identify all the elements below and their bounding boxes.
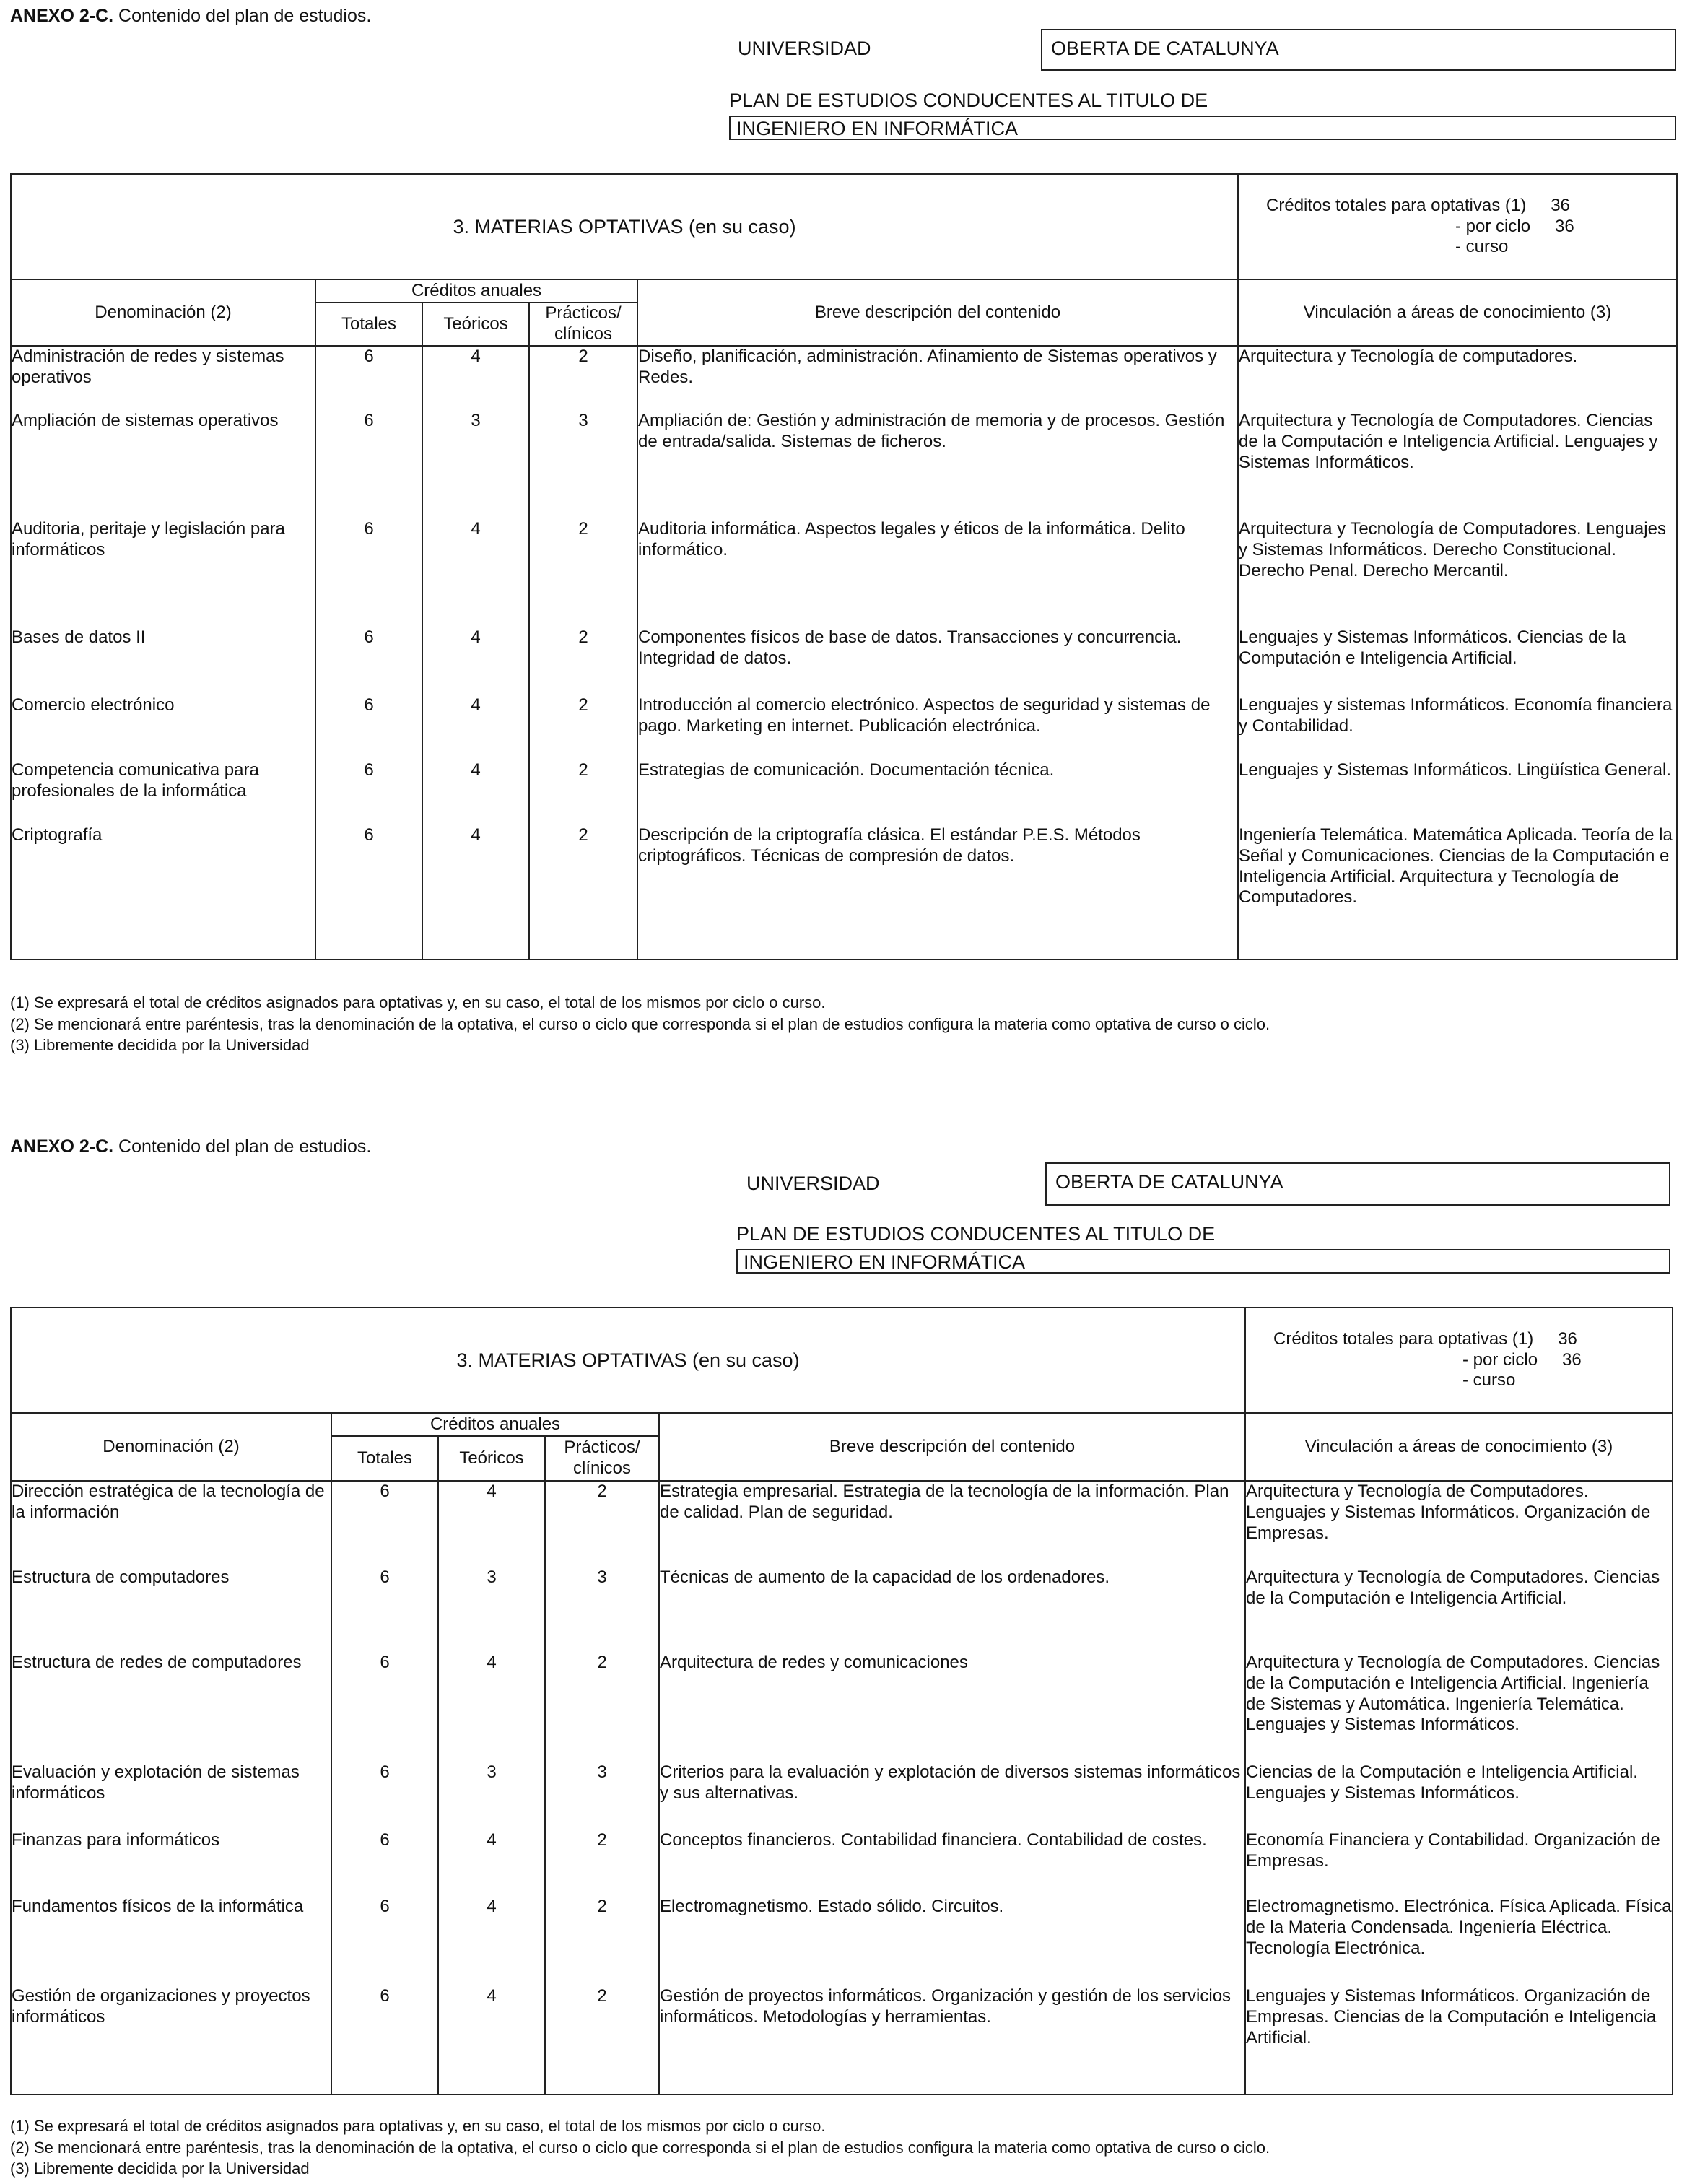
cell-vinculacion: Economía Financiera y Contabilidad. Organización de Empresas. xyxy=(1245,1830,1673,1897)
cell-practicos: 2 xyxy=(529,695,637,760)
cell-totales: 6 xyxy=(331,1567,438,1653)
footnotes xyxy=(10,2115,1270,2180)
table-row xyxy=(11,1897,1673,1986)
cell-descripcion: Introducción al comercio electrónico. Aspectos de seguridad y sistemas de pago. Marketing en internet. Publicación electrónica. xyxy=(637,695,1238,760)
table-row xyxy=(11,1653,1673,1762)
cell-totales: 6 xyxy=(315,760,422,825)
cell-totales: 6 xyxy=(331,1653,438,1762)
cell-name: Administración de redes y sistemas operativos xyxy=(11,346,315,411)
cell-practicos: 2 xyxy=(545,1986,659,2094)
plan-value-box: INGENIERO EN INFORMÁTICA xyxy=(736,1249,1670,1274)
cell-name: Criptografía xyxy=(11,825,315,960)
credits-summary xyxy=(1245,1308,1673,1413)
table-row xyxy=(11,1567,1673,1653)
cell-teoricos: 4 xyxy=(438,1653,545,1762)
table-row xyxy=(11,825,1677,960)
cell-practicos: 2 xyxy=(529,627,637,695)
per-cycle-label: - por ciclo xyxy=(1455,216,1531,236)
annex-title: Contenido del plan de estudios. xyxy=(118,6,372,26)
cell-vinculacion: Ciencias de la Computación e Inteligencia Artificial. Lenguajes y Sistemas Informáticos. xyxy=(1245,1762,1673,1830)
university-label: UNIVERSIDAD xyxy=(746,1173,880,1194)
header-teoricos: Teóricos xyxy=(422,303,529,346)
cell-descripcion: Auditoria informática. Aspectos legales y éticos de la informática. Delito informático. xyxy=(637,519,1238,627)
cell-totales: 6 xyxy=(315,695,422,760)
credits-total-value: 36 xyxy=(1551,195,1570,215)
cell-teoricos: 4 xyxy=(422,519,529,627)
header-totales: Totales xyxy=(315,303,422,346)
cell-totales: 6 xyxy=(331,1986,438,2094)
cell-descripcion: Arquitectura de redes y comunicaciones xyxy=(659,1653,1245,1762)
header-practicos: Prácticos/ clínicos xyxy=(545,1436,659,1481)
header-vinculacion: Vinculación a áreas de conocimiento (3) xyxy=(1245,1413,1673,1481)
cell-practicos: 2 xyxy=(529,760,637,825)
cell-vinculacion: Arquitectura y Tecnología de Computadores. Lenguajes y Sistemas Informáticos. Organización de Empresas. xyxy=(1245,1481,1673,1567)
cell-practicos: 2 xyxy=(545,1481,659,1567)
cell-vinculacion: Lenguajes y Sistemas Informáticos. Organización de Empresas. Ciencias de la Computación e Inteligencia Artificial. xyxy=(1245,1986,1673,2094)
cell-vinculacion: Ingeniería Telemática. Matemática Aplicada. Teoría de la Señal y Comunicaciones. Ciencias de la Computación e Inteligencia Artificial. Arquitectura y Tecnología de Computadores. xyxy=(1238,825,1677,960)
cell-name: Fundamentos físicos de la informática xyxy=(11,1897,331,1986)
document-page-2 xyxy=(0,1131,1687,2184)
cell-teoricos: 4 xyxy=(422,346,529,411)
cell-name: Dirección estratégica de la tecnología de la información xyxy=(11,1481,331,1567)
cell-name: Ampliación de sistemas operativos xyxy=(11,411,315,519)
table-row xyxy=(11,1762,1673,1830)
header-teoricos: Teóricos xyxy=(438,1436,545,1481)
university-value-box: OBERTA DE CATALUNYA xyxy=(1041,29,1676,71)
optativas-table xyxy=(10,1307,1673,2095)
cell-name: Estructura de redes de computadores xyxy=(11,1653,331,1762)
header-totales: Totales xyxy=(331,1436,438,1481)
cell-name: Bases de datos II xyxy=(11,627,315,695)
cell-descripcion: Componentes físicos de base de datos. Transacciones y concurrencia. Integridad de datos. xyxy=(637,627,1238,695)
annex-heading xyxy=(10,1136,371,1157)
annex-label: ANEXO 2-C. xyxy=(10,1136,114,1157)
header-creditos-anuales: Créditos anuales xyxy=(315,279,637,303)
cell-descripcion: Diseño, planificación, administración. Afinamiento de Sistemas operativos y Redes. xyxy=(637,346,1238,411)
university-value-box: OBERTA DE CATALUNYA xyxy=(1045,1162,1670,1206)
per-cycle-value: 36 xyxy=(1555,216,1574,236)
cell-name: Gestión de organizaciones y proyectos informáticos xyxy=(11,1986,331,2094)
cell-descripcion: Criterios para la evaluación y explotación de diversos sistemas informáticos y sus alternativas. xyxy=(659,1762,1245,1830)
cell-vinculacion: Arquitectura y Tecnología de Computadores. Ciencias de la Computación e Inteligencia Artificial. xyxy=(1245,1567,1673,1653)
cell-totales: 6 xyxy=(331,1830,438,1897)
cell-descripcion: Gestión de proyectos informáticos. Organización y gestión de los servicios informáticos. Metodologías y herramientas. xyxy=(659,1986,1245,2094)
header-denominacion: Denominación (2) xyxy=(11,1413,331,1481)
credits-total-label: Créditos totales para optativas (1) xyxy=(1266,195,1527,215)
cell-name: Finanzas para informáticos xyxy=(11,1830,331,1897)
cell-vinculacion: Lenguajes y sistemas Informáticos. Economía financiera y Contabilidad. xyxy=(1238,695,1677,760)
annex-title: Contenido del plan de estudios. xyxy=(118,1136,372,1157)
header-denominacion: Denominación (2) xyxy=(11,279,315,346)
cell-vinculacion: Arquitectura y Tecnología de Computadores. Ciencias de la Computación e Inteligencia Artificial. Lenguajes y Sistemas Informáticos. xyxy=(1238,411,1677,519)
header-descripcion: Breve descripción del contenido xyxy=(659,1413,1245,1481)
cell-teoricos: 4 xyxy=(438,1986,545,2094)
cell-totales: 6 xyxy=(315,346,422,411)
cell-teoricos: 3 xyxy=(438,1567,545,1653)
per-course-label: - curso xyxy=(1455,237,1509,257)
per-course-label: - curso xyxy=(1462,1370,1516,1391)
cell-name: Competencia comunicativa para profesionales de la informática xyxy=(11,760,315,825)
table-row xyxy=(11,519,1677,627)
cell-practicos: 2 xyxy=(545,1897,659,1986)
cell-vinculacion: Arquitectura y Tecnología de Computadores. Ciencias de la Computación e Inteligencia Artificial. Ingeniería de Sistemas y Automática. Ingeniería Telemática. Lenguajes y Sistemas Informáticos. xyxy=(1245,1653,1673,1762)
cell-practicos: 2 xyxy=(529,519,637,627)
plan-value-box: INGENIERO EN INFORMÁTICA xyxy=(729,116,1676,140)
section-title: 3. MATERIAS OPTATIVAS (en su caso) xyxy=(11,174,1238,279)
table-row xyxy=(11,1830,1673,1897)
cell-vinculacion: Electromagnetismo. Electrónica. Física Aplicada. Física de la Materia Condensada. Ingeniería Eléctrica. Tecnología Electrónica. xyxy=(1245,1897,1673,1986)
footnote-2: (2) Se mencionará entre paréntesis, tras la denominación de la optativa, el curso o ciclo que corresponda si el plan de estudios configura la materia como optativa de curso o ciclo. xyxy=(10,1014,1270,1033)
cell-totales: 6 xyxy=(331,1897,438,1986)
cell-descripcion: Técnicas de aumento de la capacidad de los ordenadores. xyxy=(659,1567,1245,1653)
cell-practicos: 2 xyxy=(529,825,637,960)
cell-teoricos: 4 xyxy=(422,825,529,960)
cell-name: Comercio electrónico xyxy=(11,695,315,760)
cell-teoricos: 4 xyxy=(438,1830,545,1897)
cell-teoricos: 4 xyxy=(422,627,529,695)
cell-practicos: 2 xyxy=(529,346,637,411)
university-label: UNIVERSIDAD xyxy=(738,38,871,59)
cell-descripcion: Electromagnetismo. Estado sólido. Circuitos. xyxy=(659,1897,1245,1986)
section-title: 3. MATERIAS OPTATIVAS (en su caso) xyxy=(11,1308,1245,1413)
cell-name: Evaluación y explotación de sistemas informáticos xyxy=(11,1762,331,1830)
cell-teoricos: 4 xyxy=(422,760,529,825)
cell-totales: 6 xyxy=(331,1762,438,1830)
footnote-3: (3) Libremente decidida por la Universidad xyxy=(10,2159,310,2178)
cell-practicos: 2 xyxy=(545,1830,659,1897)
footnotes xyxy=(10,992,1270,1056)
annex-label: ANEXO 2-C. xyxy=(10,6,114,26)
cell-vinculacion: Lenguajes y Sistemas Informáticos. Ciencias de la Computación e Inteligencia Artificial. xyxy=(1238,627,1677,695)
cell-teoricos: 3 xyxy=(422,411,529,519)
cell-vinculacion: Lenguajes y Sistemas Informáticos. Lingüística General. xyxy=(1238,760,1677,825)
table-row xyxy=(11,411,1677,519)
cell-totales: 6 xyxy=(315,825,422,960)
cell-practicos: 3 xyxy=(529,411,637,519)
credits-total-value: 36 xyxy=(1558,1328,1577,1349)
cell-teoricos: 3 xyxy=(438,1762,545,1830)
cell-name: Estructura de computadores xyxy=(11,1567,331,1653)
cell-descripcion: Estrategia empresarial. Estrategia de la tecnología de la información. Plan de calidad. Plan de seguridad. xyxy=(659,1481,1245,1567)
table-row xyxy=(11,346,1677,411)
cell-totales: 6 xyxy=(315,411,422,519)
cell-teoricos: 4 xyxy=(422,695,529,760)
credits-total-label: Créditos totales para optativas (1) xyxy=(1273,1328,1534,1349)
cell-totales: 6 xyxy=(315,627,422,695)
cell-descripcion: Conceptos financieros. Contabilidad financiera. Contabilidad de costes. xyxy=(659,1830,1245,1897)
table-row xyxy=(11,1481,1673,1567)
cell-vinculacion: Arquitectura y Tecnología de Computadores. Lenguajes y Sistemas Informáticos. Derecho Constitucional. Derecho Penal. Derecho Mercantil. xyxy=(1238,519,1677,627)
per-cycle-label: - por ciclo xyxy=(1462,1349,1538,1370)
table-row xyxy=(11,627,1677,695)
cell-descripcion: Estrategias de comunicación. Documentación técnica. xyxy=(637,760,1238,825)
cell-practicos: 3 xyxy=(545,1567,659,1653)
per-cycle-value: 36 xyxy=(1562,1349,1582,1370)
cell-totales: 6 xyxy=(315,519,422,627)
footnote-1: (1) Se expresará el total de créditos asignados para optativas y, en su caso, el total de los mismos por ciclo o curso. xyxy=(10,2117,826,2135)
cell-descripcion: Descripción de la criptografía clásica. El estándar P.E.S. Métodos criptográficos. Técnicas de compresión de datos. xyxy=(637,825,1238,960)
cell-totales: 6 xyxy=(331,1481,438,1567)
table-row xyxy=(11,1986,1673,2094)
cell-vinculacion: Arquitectura y Tecnología de computadores. xyxy=(1238,346,1677,411)
header-descripcion: Breve descripción del contenido xyxy=(637,279,1238,346)
cell-descripcion: Ampliación de: Gestión y administración de memoria y de procesos. Gestión de entrada/salida. Sistemas de ficheros. xyxy=(637,411,1238,519)
cell-practicos: 3 xyxy=(545,1762,659,1830)
table-row xyxy=(11,695,1677,760)
header-creditos-anuales: Créditos anuales xyxy=(331,1413,659,1436)
cell-practicos: 2 xyxy=(545,1653,659,1762)
header-vinculacion: Vinculación a áreas de conocimiento (3) xyxy=(1238,279,1677,346)
footnote-3: (3) Libremente decidida por la Universidad xyxy=(10,1036,310,1055)
table-row xyxy=(11,760,1677,825)
cell-name: Auditoria, peritaje y legislación para informáticos xyxy=(11,519,315,627)
cell-teoricos: 4 xyxy=(438,1897,545,1986)
credits-summary xyxy=(1238,174,1677,279)
annex-heading xyxy=(10,6,371,27)
optativas-table xyxy=(10,173,1678,960)
footnote-1: (1) Se expresará el total de créditos asignados para optativas y, en su caso, el total de los mismos por ciclo o curso. xyxy=(10,993,826,1011)
header-practicos: Prácticos/ clínicos xyxy=(529,303,637,346)
footnote-2: (2) Se mencionará entre paréntesis, tras la denominación de la optativa, el curso o ciclo que corresponda si el plan de estudios configura la materia como optativa de curso o ciclo. xyxy=(10,2138,1270,2157)
cell-teoricos: 4 xyxy=(438,1481,545,1567)
plan-label: PLAN DE ESTUDIOS CONDUCENTES AL TITULO DE xyxy=(729,90,1208,111)
plan-label: PLAN DE ESTUDIOS CONDUCENTES AL TITULO DE xyxy=(736,1223,1216,1245)
